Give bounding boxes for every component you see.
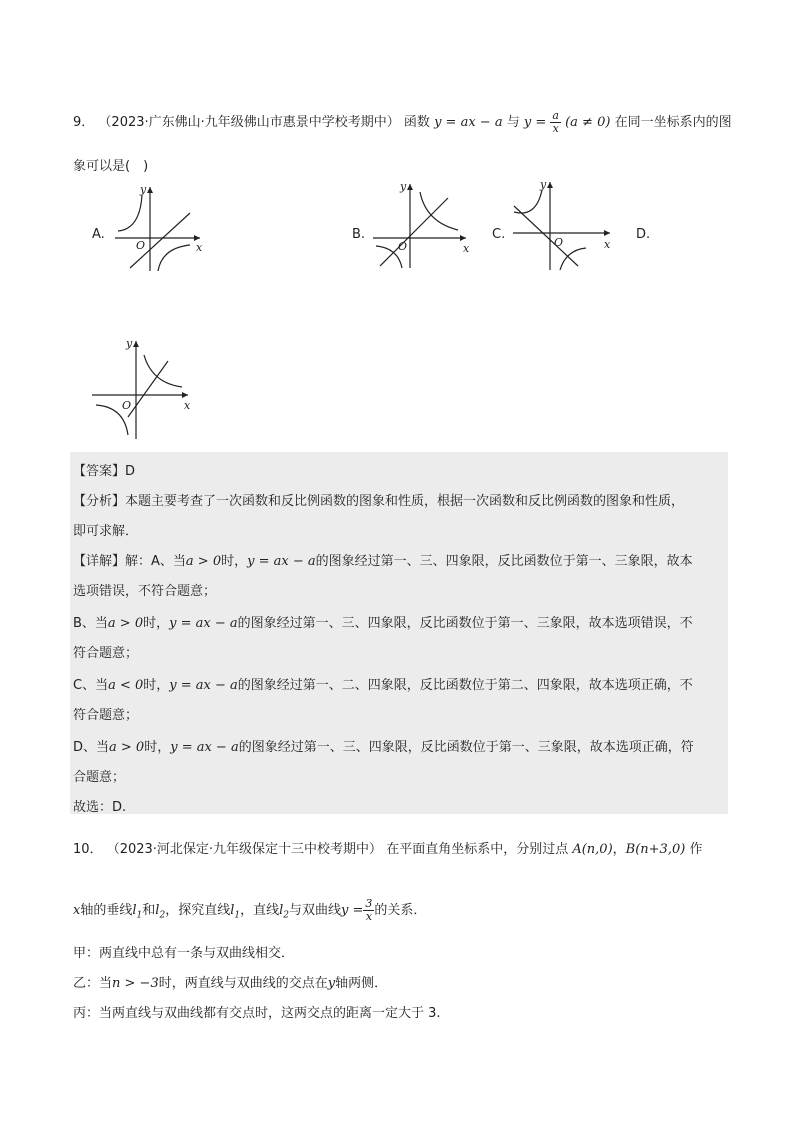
x-axis-arrow-icon	[182, 392, 188, 398]
q9-lead: 函数	[403, 115, 430, 130]
hyperbola-branch-upper-right	[144, 355, 182, 387]
line-l1: $l_1$	[132, 903, 143, 921]
statement-jia: 甲：两直线中总有一条与双曲线相交．	[73, 946, 295, 961]
x-axis-arrow-icon	[604, 230, 610, 236]
hyperbola-branch-lower-right	[560, 248, 586, 270]
hyperbola-branch-upper-right	[420, 192, 458, 230]
y-axis-arrow-icon	[547, 182, 553, 188]
q9-line-2: 象可以是( )	[73, 159, 149, 174]
q9-func2-lhs: y =	[523, 115, 547, 130]
x-label: x	[196, 241, 203, 254]
y-label: y	[140, 183, 147, 196]
final-choice: 故选：D.	[73, 800, 127, 815]
x-label: x	[604, 238, 611, 251]
answer-line	[73, 460, 135, 479]
y-label: y	[400, 180, 407, 193]
origin-label: O	[554, 236, 564, 249]
answer-tag: 【答案】	[73, 464, 126, 479]
option-d-label: D.	[636, 227, 651, 242]
option-b-label: B.	[352, 227, 366, 242]
option-a-graph	[110, 183, 210, 273]
q10-hyperbola-fraction: $\frac{3}{x}$	[365, 897, 373, 923]
line-l2: $l_2$	[155, 903, 166, 921]
y-axis-arrow-icon	[133, 341, 139, 347]
q10-point-a: A(n,0)	[572, 842, 613, 857]
analysis-line-2: 即可求解．	[73, 524, 139, 539]
detail-d-line-1: D、当a > 0时，y = ax − a的图象经过第一、三、四象限，反比函数位于第一、三象限，故本选项正确，符	[73, 740, 694, 755]
detail-a-line-2: 选项错误，不符合题意；	[73, 584, 217, 599]
statement-bing: 丙：当两直线与双曲线都有交点时，这两交点的距离一定大于 3.	[73, 1006, 441, 1021]
hyperbola-branch-upper-left	[118, 195, 142, 231]
q10-source: （2023·河北保定·九年级保定十三中校考期中）	[106, 842, 383, 857]
analysis-text-1: 本题主要考查了一次函数和反比例函数的图象和性质，根据一次函数和反比例函数的图象和性质，	[125, 494, 685, 509]
hyperbola-branch-lower-right	[158, 245, 190, 271]
x-axis-arrow-icon	[460, 235, 466, 241]
q9-func2-fraction: $\frac{a}{x}$	[552, 109, 559, 135]
q9-func1: y = ax − a	[434, 115, 503, 130]
option-a-label: A.	[92, 227, 105, 242]
origin-label: O	[122, 399, 132, 412]
x-label: x	[184, 399, 191, 412]
origin-label: O	[136, 239, 146, 252]
q10-point-b: B(n+3,0)	[625, 842, 686, 857]
q9-source: （2023·广东佛山·九年级佛山市惠景中学校考期中）	[98, 115, 400, 130]
option-d-graph	[88, 337, 193, 442]
x-label: x	[463, 242, 470, 255]
analysis-line-1	[73, 490, 684, 509]
detail-c-line-1: C、当a < 0时，y = ax − a的图象经过第一、二、四象限，反比函数位于第二、四象限，故本选项正确，不	[73, 678, 693, 693]
q9-line-1	[73, 110, 732, 135]
origin-label: O	[398, 240, 408, 253]
detail-b-line-1: B、当a > 0时，y = ax − a的图象经过第一、三、四象限，反比函数位于第一、三象限，故本选项错误，不	[73, 616, 693, 631]
linear-function-line	[128, 361, 168, 417]
q10-number: 10．	[73, 842, 103, 857]
detail-c-line-2: 符合题意；	[73, 708, 139, 723]
statement-yi: 乙：当n > −3时，两直线与双曲线的交点在y轴两侧．	[73, 976, 388, 991]
detail-tag: 【详解】	[73, 554, 126, 569]
y-axis-arrow-icon	[147, 187, 153, 193]
linear-function-line	[380, 198, 448, 266]
option-c-graph	[510, 178, 615, 273]
y-axis-arrow-icon	[407, 184, 413, 190]
y-label: y	[540, 178, 547, 191]
q9-func2-condition: (a ≠ 0)	[565, 115, 611, 130]
option-c-label: C.	[492, 227, 506, 242]
q9-number: 9．	[73, 115, 95, 130]
detail-d-line-2: 合题意；	[73, 770, 126, 785]
y-label: y	[126, 337, 133, 350]
detail-a-line-1: 【详解】解：A、当a > 0时，y = ax − a的图象经过第一、三、四象限，反比函数位于第一、三象限，故本	[73, 554, 693, 569]
detail-b-line-2: 符合题意；	[73, 646, 139, 661]
q10-line-1: 10． （2023·河北保定·九年级保定十三中校考期中） 在平面直角坐标系中，分别过点 A(n,0)，B(n+3,0) 作	[73, 842, 703, 857]
answer-value: D	[125, 464, 136, 479]
option-b-graph	[368, 180, 473, 270]
q9-tail: 在同一坐标系内的图	[614, 115, 732, 130]
q9-mid: 与	[506, 115, 520, 130]
q10-lead: 在平面直角坐标系中，分别过点	[386, 842, 569, 857]
q10-line-2: x轴的垂线$l_1$和$l_2$，探究直线$l_1$，直线$l_2$与双曲线y = $\frac{3}{x}$ 的关系．	[73, 897, 427, 923]
analysis-tag: 【分析】	[73, 494, 126, 509]
linear-function-line	[514, 206, 578, 266]
